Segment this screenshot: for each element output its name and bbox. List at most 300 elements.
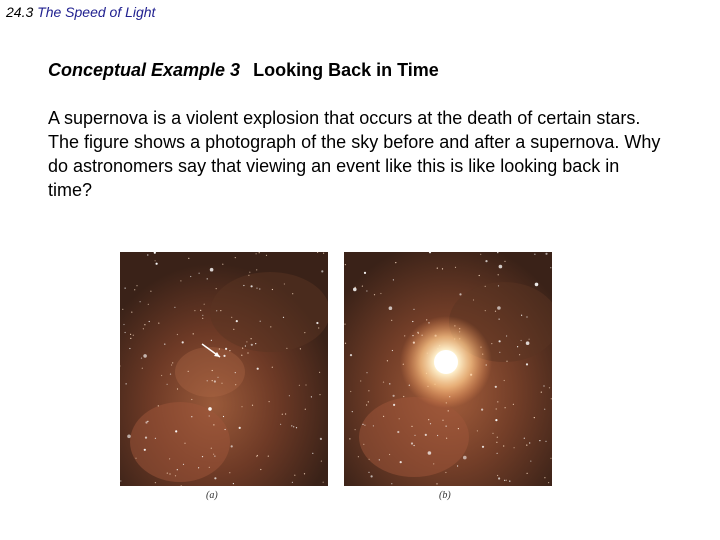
star: [393, 279, 394, 280]
star: [318, 327, 319, 328]
star: [129, 348, 130, 349]
star: [125, 332, 126, 333]
star: [175, 430, 177, 432]
star: [539, 440, 540, 441]
star: [229, 350, 230, 351]
star: [190, 276, 191, 277]
star: [147, 421, 148, 422]
star: [445, 472, 446, 473]
star: [272, 367, 273, 368]
star: [170, 374, 171, 375]
star: [413, 309, 414, 310]
star: [480, 254, 481, 255]
star: [436, 483, 437, 484]
star: [249, 272, 250, 273]
star: [319, 372, 320, 373]
star: [131, 312, 132, 313]
star: [534, 254, 535, 255]
star: [251, 344, 253, 346]
star: [497, 401, 498, 402]
star: [241, 355, 242, 356]
star: [202, 456, 203, 457]
star: [485, 286, 486, 287]
star: [256, 456, 257, 457]
star: [496, 442, 497, 443]
star: [527, 473, 528, 474]
star: [433, 463, 434, 464]
star: [304, 473, 305, 474]
star: [286, 348, 287, 349]
star: [291, 425, 292, 426]
star: [247, 352, 248, 353]
star: [136, 285, 137, 286]
star: [221, 383, 222, 384]
star: [498, 477, 500, 479]
star: [207, 278, 208, 279]
star: [485, 260, 487, 262]
star: [246, 341, 247, 342]
star: [167, 384, 168, 385]
star: [284, 283, 285, 284]
star: [530, 461, 531, 462]
star: [414, 435, 415, 436]
example-title: Looking Back in Time: [253, 60, 439, 80]
star: [212, 370, 213, 371]
star: [544, 409, 545, 410]
star: [126, 383, 127, 384]
star: [368, 472, 369, 473]
star: [504, 261, 505, 262]
star: [251, 285, 253, 287]
star: [509, 481, 510, 482]
star: [213, 424, 214, 425]
star: [526, 341, 530, 345]
star: [145, 421, 147, 423]
star: [543, 385, 544, 386]
star: [260, 321, 261, 322]
star: [285, 413, 286, 414]
star: [171, 364, 172, 365]
star: [127, 435, 131, 439]
caption-a: (a): [206, 490, 218, 501]
star: [463, 456, 467, 460]
star: [389, 383, 390, 384]
star: [496, 408, 497, 409]
star: [312, 453, 313, 454]
star: [549, 387, 550, 388]
star: [544, 477, 545, 478]
star: [513, 404, 514, 405]
star: [364, 272, 366, 274]
star: [368, 401, 369, 402]
star: [497, 306, 501, 310]
star: [479, 275, 480, 276]
star: [177, 469, 178, 470]
star: [211, 340, 212, 341]
star: [437, 268, 438, 269]
star: [323, 482, 324, 483]
star: [183, 464, 184, 465]
star: [257, 368, 259, 370]
star: [193, 333, 194, 334]
star: [161, 375, 162, 376]
star: [272, 289, 273, 290]
star: [134, 289, 135, 290]
star: [130, 334, 131, 335]
star: [521, 315, 522, 316]
star: [304, 332, 305, 333]
star: [144, 324, 145, 325]
star: [497, 252, 498, 253]
star: [497, 437, 498, 438]
star: [149, 321, 150, 322]
star: [260, 469, 261, 470]
star: [216, 288, 217, 289]
star: [202, 315, 203, 316]
star: [294, 475, 295, 476]
star: [125, 288, 126, 289]
star: [242, 348, 243, 349]
star: [497, 475, 498, 476]
star: [442, 268, 443, 269]
star: [120, 480, 121, 481]
star: [437, 435, 438, 436]
star: [122, 309, 123, 310]
star: [293, 426, 294, 427]
star: [255, 343, 256, 344]
star: [269, 401, 270, 402]
star: [503, 445, 504, 446]
star: [504, 480, 505, 481]
star: [442, 420, 443, 421]
star: [459, 293, 461, 295]
star: [252, 405, 253, 406]
star: [191, 399, 192, 400]
star: [248, 275, 249, 276]
star: [180, 280, 181, 281]
star: [482, 446, 484, 448]
photo-after-supernova: [344, 252, 552, 486]
star: [223, 416, 224, 417]
star: [300, 348, 301, 349]
star: [243, 285, 244, 286]
star: [229, 472, 230, 473]
star: [270, 326, 271, 327]
star: [517, 346, 518, 347]
star: [344, 324, 345, 325]
star: [387, 360, 388, 361]
star: [174, 307, 175, 308]
star: [358, 456, 359, 457]
star: [534, 417, 535, 418]
star: [225, 429, 226, 430]
section-header: [6, 4, 155, 20]
star: [214, 456, 215, 457]
star: [506, 335, 507, 336]
star: [150, 291, 151, 292]
star: [235, 384, 236, 385]
star: [521, 340, 522, 341]
body-paragraph: A supernova is a violent explosion that occurs at the death of certain stars. The figure shows a photograph of the sky before and after a supernova. Why do astronomers say that viewing an event like this is like looking back in time?: [48, 108, 661, 200]
star: [430, 423, 431, 424]
star: [164, 344, 165, 345]
star: [143, 328, 144, 329]
star: [403, 396, 404, 397]
star: [209, 467, 210, 468]
star: [499, 340, 501, 342]
star: [147, 254, 148, 255]
star: [177, 388, 178, 389]
star: [158, 323, 159, 324]
star: [123, 324, 124, 325]
star: [389, 306, 393, 310]
star: [355, 429, 356, 430]
star: [316, 322, 318, 324]
star: [412, 321, 413, 322]
star: [495, 311, 496, 312]
star: [428, 451, 432, 455]
star: [526, 445, 527, 446]
star: [320, 438, 322, 440]
star: [545, 253, 547, 255]
star: [481, 409, 483, 411]
star: [210, 268, 214, 272]
star: [191, 416, 192, 417]
star: [169, 458, 170, 459]
caption-b: (b): [439, 490, 451, 501]
star: [282, 414, 283, 415]
star: [393, 404, 395, 406]
star: [236, 320, 238, 322]
star: [514, 447, 515, 448]
example-heading: [48, 60, 439, 81]
star: [366, 372, 367, 373]
star: [499, 265, 503, 269]
star: [363, 444, 364, 445]
star: [526, 363, 528, 365]
star: [188, 258, 189, 259]
star: [145, 437, 147, 439]
star: [231, 317, 232, 318]
star: [144, 449, 146, 451]
star: [457, 465, 458, 466]
star: [256, 253, 257, 254]
star: [156, 263, 158, 265]
star: [184, 443, 185, 444]
star: [266, 255, 267, 256]
example-label: Conceptual Example 3: [48, 60, 241, 80]
star: [216, 310, 217, 311]
star: [283, 317, 284, 318]
star: [133, 335, 134, 336]
star: [379, 459, 380, 460]
section-number: 24.3: [6, 4, 34, 20]
star: [259, 288, 260, 289]
star: [214, 477, 216, 479]
star: [169, 473, 170, 474]
star: [219, 348, 220, 349]
star: [345, 343, 346, 344]
star: [492, 433, 493, 434]
star: [188, 371, 189, 372]
star: [399, 418, 400, 419]
star: [366, 290, 367, 291]
star: [296, 427, 297, 428]
star: [199, 273, 200, 274]
star: [141, 358, 142, 359]
star: [349, 438, 350, 439]
star: [241, 406, 242, 407]
star: [499, 319, 500, 320]
star: [225, 348, 227, 350]
star: [319, 394, 320, 395]
star: [352, 411, 353, 412]
star: [217, 377, 218, 378]
star: [428, 419, 429, 420]
star: [497, 453, 498, 454]
star: [155, 482, 156, 483]
star: [364, 425, 365, 426]
star: [485, 310, 486, 311]
star: [299, 385, 300, 386]
star: [323, 253, 324, 254]
star: [446, 426, 447, 427]
star: [345, 264, 346, 265]
star: [535, 283, 539, 287]
star: [362, 286, 363, 287]
star: [198, 467, 199, 468]
star: [292, 482, 293, 483]
star: [222, 264, 223, 265]
star: [130, 338, 131, 339]
star: [448, 410, 449, 411]
star: [214, 380, 216, 382]
star: [155, 260, 156, 261]
star: [504, 380, 505, 381]
star: [220, 310, 221, 311]
star: [529, 442, 530, 443]
star: [446, 438, 447, 439]
star: [541, 392, 542, 393]
star: [458, 428, 459, 429]
star: [158, 405, 159, 406]
star: [380, 293, 381, 294]
star: [455, 267, 456, 268]
star: [167, 473, 168, 474]
star: [194, 310, 195, 311]
star: [135, 458, 136, 459]
star: [211, 448, 212, 449]
star: [289, 395, 290, 396]
star: [268, 456, 269, 457]
star: [280, 424, 281, 425]
star: [366, 404, 367, 405]
star: [550, 267, 551, 268]
star: [172, 362, 173, 363]
star: [256, 288, 257, 289]
star: [550, 458, 551, 459]
star: [239, 427, 241, 429]
star: [175, 475, 176, 476]
star: [473, 299, 474, 300]
star: [204, 304, 205, 305]
star: [395, 262, 396, 263]
star: [477, 430, 478, 431]
star: [140, 301, 141, 302]
star: [212, 380, 213, 381]
star: [414, 445, 415, 446]
star: [529, 339, 530, 340]
star: [368, 390, 369, 391]
star: [235, 257, 236, 258]
star: [143, 354, 147, 358]
star: [233, 329, 234, 330]
star: [383, 382, 384, 383]
star: [200, 310, 201, 311]
star: [524, 438, 525, 439]
star: [235, 372, 236, 373]
star: [233, 483, 234, 484]
star: [404, 335, 405, 336]
star: [383, 416, 384, 417]
star: [498, 285, 499, 286]
star: [208, 407, 212, 411]
star: [148, 304, 149, 305]
star: [526, 316, 527, 317]
star: [360, 380, 361, 381]
star: [292, 293, 293, 294]
star: [355, 287, 356, 288]
star: [506, 361, 507, 362]
star: [411, 426, 412, 427]
star: [491, 343, 492, 344]
star: [397, 431, 399, 433]
star: [142, 368, 143, 369]
star: [155, 438, 156, 439]
star: [391, 320, 392, 321]
star: [350, 354, 352, 356]
star: [207, 380, 208, 381]
star: [411, 442, 413, 444]
star: [498, 274, 499, 275]
star: [350, 391, 351, 392]
star: [551, 398, 552, 399]
star: [362, 424, 363, 425]
star: [259, 252, 260, 253]
star: [495, 386, 497, 388]
star: [305, 409, 306, 410]
star: [321, 461, 322, 462]
star: [392, 350, 393, 351]
star: [393, 395, 395, 397]
star: [495, 419, 497, 421]
photo-before-supernova: [120, 252, 328, 486]
star: [251, 338, 252, 339]
star: [177, 334, 178, 335]
star: [256, 269, 257, 270]
star: [305, 384, 306, 385]
star: [506, 480, 507, 481]
star: [321, 270, 323, 272]
star: [548, 482, 549, 483]
star: [505, 407, 506, 408]
star: [311, 396, 312, 397]
star: [369, 459, 370, 460]
star: [353, 288, 357, 292]
star: [400, 461, 402, 463]
section-title: The Speed of Light: [37, 4, 156, 20]
star: [499, 352, 500, 353]
